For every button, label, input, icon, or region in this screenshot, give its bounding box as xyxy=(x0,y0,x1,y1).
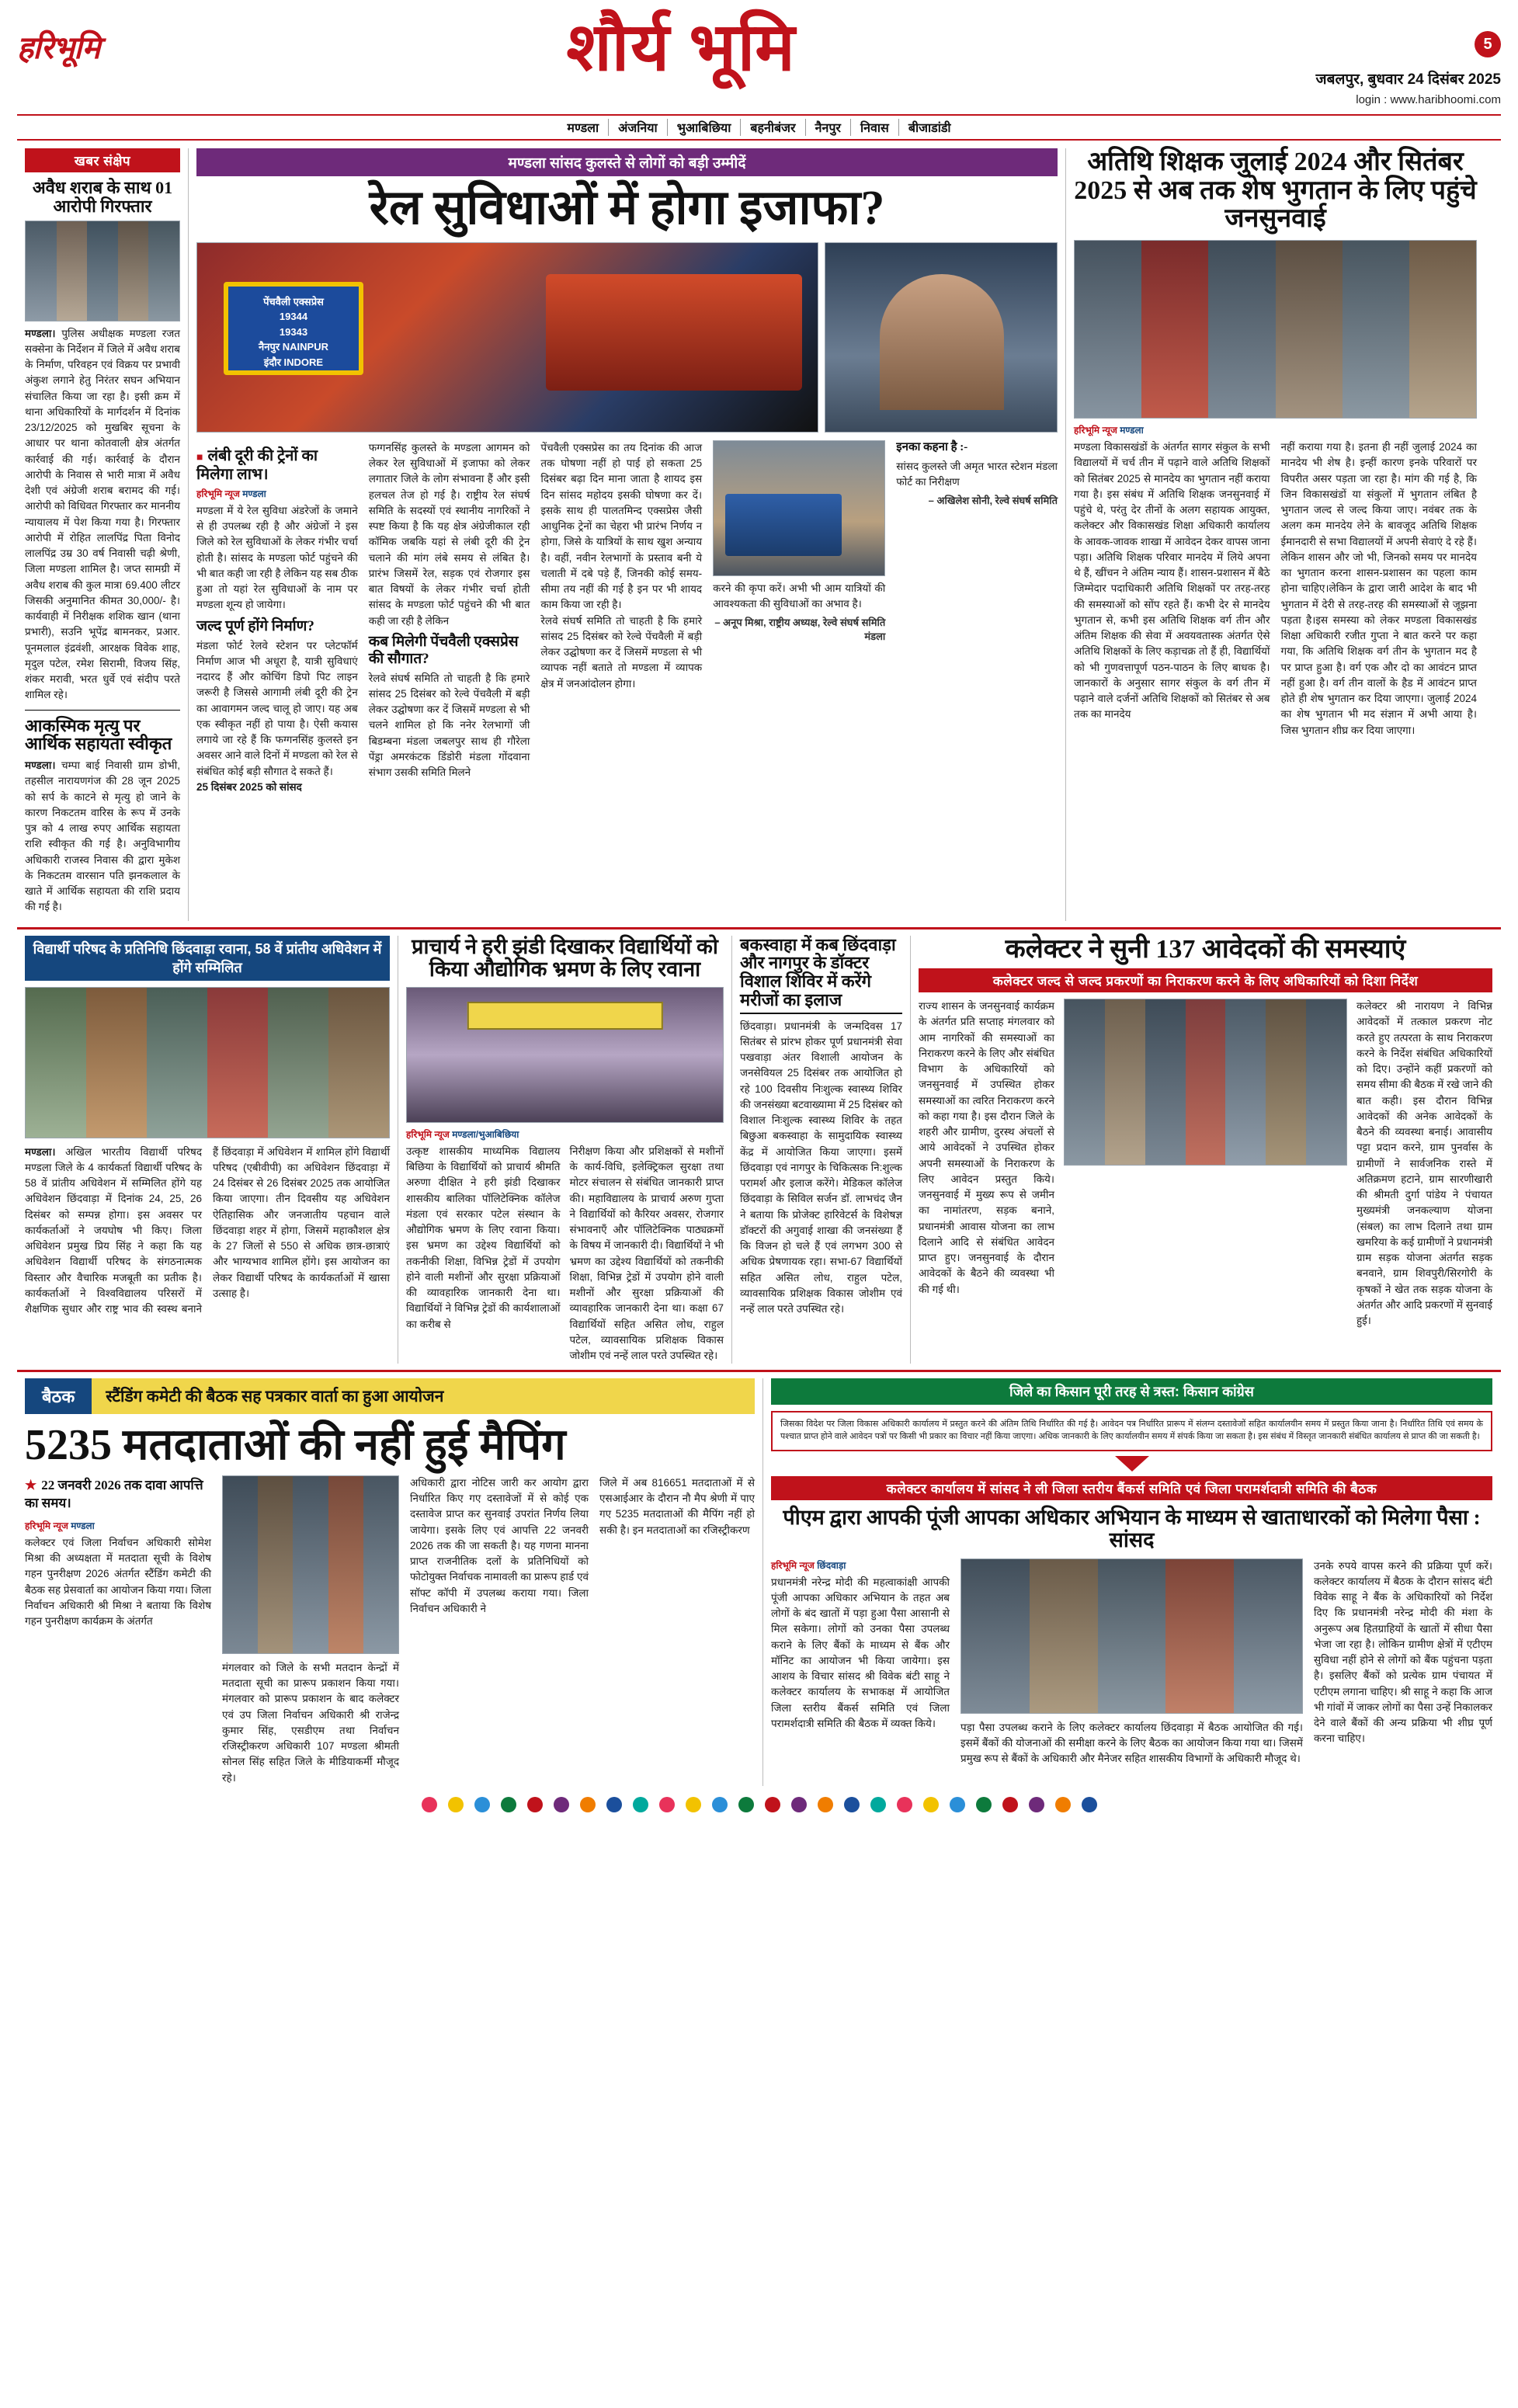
lead-quote-text-1: रेलवे संघर्ष समिति तो चाहती है कि हमारे सांसद 25 दिसंबर को रेल्वे पेंचवैली में बड़ी लेकर उद्घोषणा कर दें जिसमें मण्डला से भी व्यापक नहीं बताते तो मण्डला में व्यापक क्षेत्र में जनआंदोलन होगा। xyxy=(540,614,703,690)
brief-story-1-body xyxy=(25,326,180,704)
lead-quote-attr-2: – अखिलेश सोनी, रेल्वे संघर्ष समिति xyxy=(928,495,1058,507)
color-dot xyxy=(923,1797,939,1812)
board-line1: पेंचवैली एक्सप्रेस xyxy=(263,295,324,308)
lead-inka-text: सांसद कुलस्ते जी अमृत भारत स्टेशन मंडला फोर्ट का निरीक्षण xyxy=(896,460,1058,488)
banner-tag: बैठक xyxy=(25,1378,92,1414)
lead-para-1: मण्डला में ये रेल सुविधा अंडरेजों के जमाने से ही उपलब्ध रही है और अंग्रेजों ने इस जिले को रेल सुविधाओं के लेकर गंभीर चर्चा होती है। सांसद के मण्डला फोर्ट पहुंचने की भी बात कही जा रही है लेकिन यह सब ठीक हुआ तो यहां रेल सुविधाओं के नाम पर मण्डला शून्य हो जायेगा। xyxy=(196,504,358,611)
page-number-badge: 5 xyxy=(1475,31,1501,57)
vidyarthi-photo xyxy=(25,987,390,1138)
kisan-col-3 xyxy=(1314,1558,1492,1767)
lead-col-2 xyxy=(369,440,530,795)
mapping-col-2 xyxy=(410,1475,589,1786)
color-dot xyxy=(527,1797,543,1812)
brief-story-2-dateline: मण्डला। xyxy=(25,759,56,771)
right-byline-brand: हरिभूमि न्यूज xyxy=(1074,425,1117,436)
mapping-byline xyxy=(25,1519,95,1532)
public-notice-box xyxy=(771,1411,1492,1451)
right-para-2: नहीं कराया गया है। इतना ही नहीं जुलाई 2024 का मानदेय भी शेष है। इन्हीं कारण इनके परिवारों पर विपरीत असर पड़ता जा रहा है। मांग की गई है, कि जिन विकासखंडों या संकुलों में भुगतान लंबित है भुगतान जल्द से जल्द किया जाए। नवंबर तक के अलग कम मानदेय लेने के बावजूद अतिथि शिक्षक ईमानदारी से सभा विद्यालयों में अपनी सेवाएं दे रहे हैं। लेकिन शासन और जो भी, जिनको समय पर मानदेय का भुगतान करना शासन-प्रशासन का पहला काम होना चाहिए।लेकिन के द्वारा जारी आदेश के बाद भी भुगतान में देरी से तरह-तरह की समस्याओं से जूझना पड़ता है।इस समस्या को लेकर मण्डला विकासखंड शिक्षा अधिकारी रजीत गुप्ता ने बात करने पर कहा गया, कि अतिथि शिक्षक वर्ग तीन के भुगतान मद है पर प्राप्त हुआ है। वर्ग एक और दो का आवंटन प्राप्त नहीं हुआ है। वर्ग तीन वालों के हैड में आवंटन प्राप्त होते ही शेष भुगतान कर दिया जाएगा। जुलाई 2024 का शेष भुगतान भी मद संज्ञान में अभी आया है। जिस भुगतान शीघ्र कर दिया जाएगा। xyxy=(1280,441,1477,736)
color-dot xyxy=(633,1797,648,1812)
lead-date-note: 25 दिसंबर 2025 को सांसद xyxy=(196,780,302,793)
collector-text-right: कलेक्टर श्री नारायण ने विभिन्न आवेदकों में तत्काल प्रकरण नोट करते हुए तत्परता के साथ निराकरण करने के निर्देश संबंधित अधिकारियों को दिए। उन्होंने कहीं प्रकरणों को समय सीमा की बैठक में रखे जाने की बात कही। इस दौरान विभिन्न आवेदकों की अनेक आवेदकों के बैठने की व्यवस्था बनाई। आवासीय पट्टा प्रदान करने, ग्राम पुनर्वास के ग्रामीणों ने सार्वजनिक रास्ते में अतिक्रमण हटाने, ग्राम सारणीखारी की श्रीमती दुर्गा पांडेय ने पंचायत मुख्यमंत्री जनकल्याण योजना (संबल) का लाभ दिलाने तथा ग्राम खमरिया के कई ग्रामीणों ने प्रधानमंत्री ग्राम सड़क योजना अंतर्गत सड़क बनवाने, ग्राम शिवपुरी/सिरगोरी के कृषकों ने खेत तक सड़क योजना के अंतर्गत और आदि प्रकरणों में सुनवाई हुई। xyxy=(1356,1000,1493,1327)
vidyarthi-kicker: विद्यार्थी परिषद के प्रतिनिधि छिंदवाड़ा रवाना, 58 वें प्रांतीय अधिवेशन में होंगे सम्मिलित xyxy=(25,936,390,981)
color-dot xyxy=(950,1797,965,1812)
photo-people xyxy=(223,1476,398,1653)
mapping-col4-text: जिले में अब 816651 मतदाताओं में से एसआईआर के दौरान नौ मैप श्रेणी में पाए गए 5235 मतदाताओं की मैपिंग नहीं हो सकी है। इन मतदाताओं का रजिस्ट्रीकरण xyxy=(599,1476,755,1536)
lead-photo-row xyxy=(196,242,1058,433)
lead-byline xyxy=(196,487,266,500)
masthead-right xyxy=(1167,14,1501,106)
color-registration-bar xyxy=(17,1786,1501,1820)
color-dot xyxy=(1082,1797,1097,1812)
kisan-col3-text: उनके रुपये वापस करने की प्रक्रिया पूर्ण करें। कलेक्टर कार्यालय में बैठक के दौरान सांसद बंटी विवेक साहू ने बैंक के अधिकारियों को निर्देश दिए कि प्रधानमंत्री नरेन्द्र मोदी की मंशा के अनुरूप अब हितग्राहियों के खातों में सीधा पैसा भेजा जा रहा है। लोकिन ग्रामीण क्षेत्रों में एटीएम सुविधा नहीं होने से लोगों को बैंक पहुंचना पड़ता है। इसलिए बैंकों को प्रत्येक ग्राम पंचायत में एटीएम लगाना चाहिए। श्री साहू ने कहा कि आज भी गांवों में जाकर लोगों का पैसा उन्हें निकालकर देने वाले बैंकों की अन्य प्रक्रिया भी शीघ्र पूर्ण करना चाहिए। xyxy=(1314,1559,1492,1745)
mapping-photo xyxy=(222,1475,399,1654)
edition-title: शौर्य भूमि xyxy=(566,10,797,85)
lead-col-3 xyxy=(540,440,702,795)
lead-body-row xyxy=(196,440,1058,795)
collector-headline: कलेक्टर ने सुनी 137 आवेदकों की समस्याएं xyxy=(1005,934,1406,964)
mapping-col-4 xyxy=(599,1475,755,1786)
collector-body-row xyxy=(919,999,1492,1329)
board-from: नैनपुर NAINPUR xyxy=(259,341,328,353)
right-story-column xyxy=(1065,148,1485,921)
lead-quote-attr-1: – अनूप मिश्रा, राष्ट्रीय अध्यक्ष, रेल्वे संघर्ष समिति मंडला xyxy=(714,617,886,643)
kisan-bank-story xyxy=(762,1378,1500,1785)
right-para-1: मण्डला विकासखंडों के अंतर्गत सागर संकुल के सभी विद्यालयों में चर्च तीन में पढ़ाने वाले अतिथि शिक्षकों को सितंबर 2025 से मानदेय का भुगतान नहीं कराया गया है। इस संबंध में अतिथि शिक्षक जनसुनवाई में पहुंचे थे, परंतु देर तीनों के अलग सहायक आयुक्त, कलेक्टर और विकासखंड शिक्षा अधिकारी कार्यालय के आवक-जावक शाखा में आवेदन देकर वापस जाना पड़ा। अतिथि शिक्षक परिवार मानदेय में लिये अपना थे हैं, खींचन ने अंतिम न्याय हैं। शासन-प्रशासन में बैठे जिम्मेदार पदाधिकारी अतिथि शिक्षकों पर तरह-तरह की समस्याओं को सोंप रहते हैं। कभी देर से मानदेय भुगतान से, कभी इस अतिथि शिक्षक वर्ग तीन और अंतिम शिक्षक की सेवा में अवयवतास्क अंतर्गत ऐसे अतिथि शिक्षकों के लिए कड़ाचक्र तो हैं ही, विद्यार्थियों को भी गुणवत्तापूर्ण पठन-पाठन के लिए बाधक है। जानकारों के अनुसार सागर संकुल के वर्ग तीन में पढ़ाने वाले दर्जनों अतिथि शिक्षकों को सितंबर से अब तक का मानदेय xyxy=(1074,441,1270,721)
portrait-face xyxy=(880,274,1004,410)
right-story-photo xyxy=(1074,240,1477,419)
color-dot xyxy=(844,1797,860,1812)
brief-story-2-text: चम्पा बाई निवासी ग्राम डोभी, तहसील नारायणगंज की 28 जून 2025 को सर्प के काटने से मृत्यु हो जाने के कारण निकटतम वारिस के रूप में उनके पुत्र को 4 लाख रुपए आर्थिक सहायता राशि स्वीकृत की गई है। अनुविभागीय अधिकारी राजस्व निवास की द्वारा मुकेश के निकटतम वारसान पति झनकलाल के खाते में आर्थिक सहायता की राशि प्रदाय की गई है। xyxy=(25,759,180,913)
lead-para-3: पेंचवैली एक्सप्रेस का तय दिनांक की आज तक घोषणा नहीं हो पाई हो सकता 25 दिसंबर बढ़ा दिन माना जाता है शायद इस दिन सांसद महोदय इसकी घोषणा कर दें। इसके साथ ही पालतमिन्द एक्सप्रेस जैसी आधुनिक ट्रेनों का चेहरा भी प्रारंभ निर्णय न होगा, जिसे के यात्रियों के साथ खुश अन्याय है। वहीं, नवीन रेलभागों के प्रस्ताव बनी ये चलाती में दबे पड़े हैं, जिनकी कोई समय-सीमा तय नहीं की गई है इन पर भी शायद काम किया जा रही है। xyxy=(540,441,703,611)
train-name-board xyxy=(224,282,363,375)
pracharya-byline-brand: हरिभूमि न्यूज xyxy=(406,1128,450,1140)
right-byline xyxy=(1074,423,1144,436)
collector-text-left: राज्य शासन के जनसुनवाई कार्यक्रम के अंतर्गत प्रति सप्ताह मंगलवार को आम नागरिकों की समस्याओं का निराकरण करने के लिए और संबंधित विभाग के अधिकारियों को जनसुनवाई में उपस्थित होकर समस्याओं का त्वरित निराकरण करने को कहा गया है। इस दौरान जिले के शहरी और ग्रामीण, दुरस्थ अंचलों से आये आवेदकों ने उपस्थित होकर अपनी समस्याओं के निराकरण के लिए आवेदन प्रस्तुत किये। जनसुनवाई में मुख्य रूप से जमीन का नामांतरण, सड़क बनाने, प्रधानमंत्री आवास योजना का लाभ दिलाने आदि से संबंधित आवेदन प्राप्त हुए। जनसुनवाई के दौरान आवेदकों के बैठने की व्यवस्था भी की गई थी। xyxy=(919,1000,1054,1295)
color-dot xyxy=(501,1797,516,1812)
color-dot xyxy=(897,1797,912,1812)
mapping-photo-col xyxy=(222,1475,399,1786)
lead-para-2: फग्गनसिंह कुलस्ते के मण्डला आगमन को लेकर रेल सुविधाओं में इजाफा को लेकर लगातार जिले के लोग संभावना हैं और इसी हलचल तेज हो गई है। राष्ट्रीय रेल संघर्ष समिति के सदस्यों एवं स्थानीय नागरिकों ने स्पष्ट किया है कि यह क्षेत्र अंग्रेजीकाल रही कॉमिक जबकि यहां से लंबी दूरी की ट्रेन चलाने की मांग लंबे समय से लंबित है। प्रारंभ जिसमें रेल, सड़क एवं रोजगार इस बात विषयों के लेकर गंभीर चर्चा होती सांसद के मण्डला फोर्ट पहुंचने की भी बात कही जा रही है लेकिन xyxy=(368,441,530,627)
pracharya-kicker: प्राचार्य ने हरी झंडी दिखाकर विद्यार्थियों को किया औद्योगिक भ्रमण के लिए रवाना xyxy=(412,934,718,981)
lead-para-jald: मंडला फोर्ट रेलवे स्टेशन पर प्लेटफॉर्म निर्माण आज भी अधूरा है, यात्री सुविधाएं नदारद हैं और कोचिंग डिपो पिट लाइन जरूरी है जिससे आगामी लंबी दूरी की ट्रेन का आवागमन जल्द चालू हो जाए। यह अब एक स्वीकृत नहीं हो पाया है। ऐसी कयास लगाये जा रहे हैं कि फग्गनसिंह कुलस्ते इन अवसर आने वाले दिनों में मण्डला को रेल से संबंधित कोई बड़ी सौगात दे सकते हैं। xyxy=(196,639,358,777)
bankers-meeting-photo xyxy=(960,1558,1303,1714)
row-1 xyxy=(17,148,1501,921)
photo-people xyxy=(961,1559,1302,1713)
kisan-photo-col xyxy=(960,1558,1303,1767)
pracharya-byline xyxy=(406,1128,519,1141)
lead-station-photo xyxy=(713,440,885,576)
color-dot xyxy=(818,1797,833,1812)
mapping-col-1 xyxy=(25,1475,211,1786)
board-num2: 19343 xyxy=(279,325,308,338)
lead-headline: रेल सुविधाओं में होगा इजाफा? xyxy=(369,182,885,235)
brief-story-1-photo xyxy=(25,221,180,321)
brief-story-2-headline: आकस्मिक मृत्यु पर आर्थिक सहायता स्वीकृत xyxy=(25,715,172,754)
color-dot xyxy=(791,1797,807,1812)
color-dot xyxy=(1029,1797,1044,1812)
color-dot xyxy=(1055,1797,1071,1812)
publication-logo: हरिभूमि xyxy=(17,30,100,65)
lead-story xyxy=(188,148,1065,921)
lead-col-1 xyxy=(196,440,358,795)
color-dot xyxy=(554,1797,569,1812)
photo-people xyxy=(1065,999,1346,1165)
color-dot xyxy=(474,1797,490,1812)
banner-text: स्टैंडिंग कमेटी की बैठक सह पत्रकार वार्ता का हुआ आयोजन xyxy=(92,1378,755,1414)
bakswaha-kicker: बकस्वाहा में कब छिंदवाड़ा और नागपुर के डॉक्टर विशाल शिविर में करेंगे मरीजों का इलाज xyxy=(740,934,896,1009)
masthead xyxy=(17,10,1501,111)
color-dot xyxy=(448,1797,464,1812)
edition-strip xyxy=(17,114,1501,141)
edition-item-0[interactable]: मण्डला xyxy=(558,119,609,136)
color-dot xyxy=(686,1797,701,1812)
color-dot xyxy=(738,1797,754,1812)
lead-col-4 xyxy=(713,440,885,795)
lead-train-photo xyxy=(196,242,818,433)
event-banner xyxy=(467,1002,662,1030)
pracharya-photo xyxy=(406,987,724,1123)
website-login[interactable]: login : www.haribhoomi.com xyxy=(1356,93,1501,106)
lead-mp-portrait xyxy=(825,242,1058,433)
edition-item-3[interactable]: बहनीबंजर xyxy=(741,119,805,136)
mapping-story xyxy=(17,1378,762,1785)
story-pracharya xyxy=(398,936,731,1364)
kisan-green-head: जिले का किसान पूरी तरह से त्रस्त: किसान कांग्रेस xyxy=(771,1378,1492,1405)
lead-col-5 xyxy=(896,440,1058,795)
board-to: इंदौर INDORE xyxy=(263,356,324,368)
masthead-left xyxy=(17,14,196,68)
right-body-row xyxy=(1074,440,1477,738)
collector-photo xyxy=(1064,999,1347,1166)
brief-story-1-text: पुलिस अधीक्षक मण्डला रजत सक्सेना के निर्देशन में जिले में अवैध शराब के निर्माण, परिवहन एवं विक्रय पर प्रभावी अंकुश लगाने हेतु निरंतर सघन अभियान संचालित किया जा रहा है। इसी क्रम में थाना अधिकारियों के मार्गदर्शन में दिनांक 23/12/2025 को मुखबिर सूचना के आधार पर थाना कोतवाली क्षेत्र अंतर्गत कार्रवाई की गई। कार्रवाई के दौरान आरोपी के निवास से भारी मात्रा में अवैध देशी एवं अंग्रेजी शराब बरामद की गई। आरोपी को विधिवत गिरफ्तार कर माननीय न्यायालय में पेश किया गया है। गिरफ्तार आरोपी में रोहित लालपिंद्र पिता विनोद लालपिंद्र उम्र 30 वर्ष निवासी चढ़ी श्रेणी, जिला मण्डला शामिल है। जप्त सामग्री में अवैध शराब की कुल मात्रा 69.400 लीटर जिसकी अनुमानित कीमत 30,000/- है। कार्यवाही में निरीक्षक शशिक खान (थाना प्रभारी), सउनि भूपेंद्र बामनकर, प्रआर. पूनमलाल इंद्रवंशी, आरक्षक विवेक शाह, मृदुल पटेल, रमेश सिरामी, विजय सिंह, शंकर मरावी, भरत धुर्वे एवं संदीप परते शामिल रहे। xyxy=(25,327,180,701)
board-num1: 19344 xyxy=(279,311,308,323)
edition-item-1[interactable]: अंजनिया xyxy=(609,119,668,136)
brief-story-2-body xyxy=(25,758,180,916)
color-dot xyxy=(422,1797,437,1812)
vidyarthi-dateline: मण्डला। xyxy=(25,1145,56,1158)
mapping-star-note: ★ 22 जनवरी 2026 तक दावा आपत्ति का समय। xyxy=(25,1475,211,1511)
right-byline-loc: मण्डला xyxy=(1120,425,1144,436)
station-loco xyxy=(725,494,842,556)
edition-item-6[interactable]: बीजाडांडी xyxy=(908,122,951,135)
kisan-byline-brand: हरिभूमि न्यूज xyxy=(771,1559,815,1571)
lead-byline-brand: हरिभूमि न्यूज xyxy=(196,488,240,499)
color-dot xyxy=(1002,1797,1018,1812)
brief-kicker: खबर संक्षेप xyxy=(25,148,180,172)
kisan-col-1 xyxy=(771,1558,950,1767)
kisan-body-row xyxy=(771,1558,1492,1767)
color-dot xyxy=(606,1797,622,1812)
edition-item-2[interactable]: भुआबिछिया xyxy=(668,119,742,136)
pm-scheme-headline: पीएम द्वारा आपकी पूंजी आपका अधिकार अभियान के माध्यम से खाताधारकों को मिलेगा पैसा : सांसद xyxy=(783,1506,1481,1552)
photo-people xyxy=(1075,241,1476,418)
story-collector xyxy=(910,936,1500,1364)
brief-story-1-headline: अवैध शराब के साथ 01 आरोपी गिरफ्तार xyxy=(32,178,173,216)
mapping-col2-text: अधिकारी द्वारा नोटिस जारी कर आयोग द्वारा निर्धारित किए गए दस्तावेजों में से कोई एक दस्तावेज प्राप्त कर सुनवाई उपरांत निर्णय लिया जायेगा। इसके लिए एवं आपत्ति 22 जनवरी 2026 तक की जा सकती है। यह गणना मानना प्राप्त राजनीतिक दलों के प्रतिनिधियों को फोटोयुक्त निर्वाचक नामावली का प्रारूप हार्ड एवं सॉफ्ट कॉपी में उपलब्ध कराया गया। जिला निर्वाचन अधिकारी ने xyxy=(410,1476,589,1614)
pracharya-text-left: उत्कृष्ट शासकीय माध्यमिक विद्यालय बिछिया के विद्यार्थियों को प्राचार्य श्रीमति अरुणा दीक्षित ने हरी झंडी दिखाकर शासकीय बालिका पॉलिटेक्निक कॉलेज मंडला एवं सरकार पटेल संस्थान के औद्योगिक भ्रमण के लिए रवाना किया। इस भ्रमण का उद्देश्य विद्यार्थियों को तकनीकी शिक्षा, विभिन्न ट्रेडों में उपयोग होने वाली मशीनों और सुरक्षा प्रक्रियाओं की व्यावहारिक जानकारी देना था। विद्यार्थियों ने विभिन्न ट्रेडों की कार्यशालाओं का करीब से xyxy=(406,1145,561,1330)
train-engine xyxy=(546,274,802,391)
left-brief-column xyxy=(17,148,188,921)
masthead-center xyxy=(196,10,1167,85)
color-dot xyxy=(976,1797,992,1812)
mapping-col1-text: कलेक्टर एवं जिला निर्वाचन अधिकारी सोमेश मिश्रा की अध्यक्षता में मतदाता सूची के विशेष गहन पुनरीक्षण 2026 अंतर्गत स्टैंडिंग कमेटी की बैठक सह प्रेसवार्ता का आयोजन किया गया। जिला निर्वाचन अधिकारी श्री मिश्रा ने बताया कि विशेष गहन पुनरीक्षण कार्यक्रम के अंतर्गत xyxy=(25,1536,211,1628)
lead-subhead-kab: कब मिलेगी पेंचवैली एक्सप्रेस की सौगात? xyxy=(368,633,519,667)
mapping-body-row xyxy=(25,1475,755,1786)
lead-para-kab: रेलवे संघर्ष समिति तो चाहती है कि हमारे सांसद 25 दिसंबर को रेल्वे पेंचवैली में बड़ी लेकर उद्घोषणा कर दें जिसमें मण्डला से भी चलने शामिल हो कि ननेर रेलभागों जी बिडम्बना मंडला जबलपुर साथ ही गौरेला पेंड्रा अमरकंटक डिंडोरी मंडला गोंदवाना संभाग उसकी समिति मिलने xyxy=(368,672,530,779)
bankers-meeting-banner: कलेक्टर कार्यालय में सांसद ने ली जिला स्तरीय बैंकर्स समिति एवं जिला परामर्शदात्री समिति की बैठक xyxy=(771,1476,1492,1500)
right-headline: अतिथि शिक्षक जुलाई 2024 और सितंबर 2025 से अब तक शेष भुगतान के लिए पहुंचे जनसुनवाई xyxy=(1074,148,1477,234)
lead-subhead-jald: जल्द पूर्ण होंगे निर्माण? xyxy=(196,617,314,634)
lead-side-head: ■ लंबी दूरी की ट्रेनों का मिलेगा लाभ। xyxy=(196,447,358,484)
standing-committee-banner xyxy=(25,1378,755,1414)
color-dot xyxy=(712,1797,728,1812)
brief-story-1-dateline: मण्डला। xyxy=(25,327,56,339)
pracharya-body-row xyxy=(406,1144,724,1364)
color-dot xyxy=(580,1797,596,1812)
edition-item-4[interactable]: नैनपुर xyxy=(806,119,851,136)
lead-inka-kahna-label: इनका कहना है :- xyxy=(896,440,968,453)
kisan-col2-text: पड़ा पैसा उपलब्ध कराने के लिए कलेक्टर कार्यालय छिंदवाड़ा में बैठक आयोजित की गई। इसमें बैंकों की योजनाओं की समीक्षा करने के लिए बैठक का आयोजन किया गया था। जिसमें प्रमुख रूप से बैंकों के अधिकारी और मैनेजर सहित शासकीय विभागों के अधिकारी मौजूद थे। xyxy=(960,1721,1303,1764)
bakswaha-text: छिंदवाड़ा। प्रधानमंत्री के जन्मदिवस 17 सितंबर से प्रांरभ होकर पूर्ण प्रधानमंत्री सेवा पखवाड़ा अंतर विशाली आयोजन के जनसेवियल 25 दिसंबर तक आयोजित हो रहे 100 दिवसीय निःशुल्क स्वास्थ्य शिविर की जनसंख्या बटवाख्यामा में 25 दिसंबर को विशाल निःशुल्क स्वास्थ्य शिविर के तहत बिछुआ बकस्वाहा के सामुदायिक स्वास्थ्य केंद्र में आयोजित किया जाएगा। इसमें छिंदवाड़ा एवं नागपुर के चिकित्सक नि:शुल्क परामर्श और इलाज करेंगे। मेडिकल कॉलेज छिंदवाड़ा के सिविल सर्जन डॉ. लाभचंद जैन ने बताया कि प्रोजेक्ट हारिवेटर्स के विशेषज्ञ डॉक्टरों की अगुवाई शाखा की जनसंख्या हैं कि विजन हो चले हैं एवं लगभग 300 से अधिक प्रेषणायक रहा। सभा-67 विद्यार्थियों सहित असित लोध, राहुल पटेल, व्यावसायिक प्रशिक्षक विकास जोशीम एवं नन्हें लाल परते उपस्थित रहे। xyxy=(740,1020,902,1315)
down-arrow-icon xyxy=(1115,1456,1149,1472)
row-2 xyxy=(17,936,1501,1364)
lead-byline-loc: मण्डला xyxy=(242,488,266,499)
kisan-byline xyxy=(771,1558,846,1572)
photo-people xyxy=(26,221,179,321)
mapping-headline: 5235 मतदाताओं की नहीं हुई मैपिंग xyxy=(25,1421,566,1470)
vidyarthi-body xyxy=(25,1145,390,1318)
color-dot xyxy=(765,1797,780,1812)
lead-kicker: मण्डला सांसद कुलस्ते से लोगों को बड़ी उम्मीदें xyxy=(196,148,1058,176)
kisan-col1-text: प्रधानमंत्री नरेन्द्र मोदी की महत्वाकांक्षी आपकी पूंजी आपका अधिकार अभियान के तहत अब लोगों के बंद खातों में पड़ा हुआ पैसा आसानी से मिल सकेगा। लोगों को उनका पैसा उपलब्ध कराने के लिए बैंकों के माध्यम से बैंक और मॉनिट का आयोजन भी किया जायेगा। इस आशय के विचार सांसद श्री विवेक बंटी साहू ने कलेक्टर कार्यालय के सभाकक्ष में आयोजित जिला स्तरीय बैंकर्स समिति एवं जिला परामर्शदात्री समिति की बैठक में व्यक्त किये। xyxy=(771,1576,950,1729)
mapping-byline-brand: हरिभूमि न्यूज xyxy=(25,1520,68,1531)
photo-people xyxy=(26,988,389,1138)
story-vidyarthi xyxy=(17,936,398,1364)
pracharya-text-right: निरीक्षण किया और प्रशिक्षकों से मशीनों के कार्य-विधि, इलेक्ट्रिकल सुरक्षा तथा मोटर संचालन से संबंधित जानकारी प्राप्त की। महाविद्यालय के प्राचार्य अरुण गुप्ता ने विद्यार्थियों को कैरियर अवसर, रोजगार संभावनाएँ और पॉलिटेक्निक पाठ्यक्रमों के विषय में जानकारी दी। विद्यार्थियों ने भी भ्रमण का उद्देश्य विद्यार्थियों को तकनीकी शिक्षा, विभिन्न ट्रेडों में उपयोग होने वाली मशीनों और सुरक्षा प्रक्रियाओं की व्यावहारिक जानकारी देना था। कक्षा 67 विद्यार्थियों सहित असित लोध, राहुल पटेल, व्यावसायिक प्रशिक्षक विकास जोशीम एवं नन्हें लाल परते उपस्थित रहे। xyxy=(569,1145,724,1362)
pracharya-byline-loc: मण्डला/भुआबिछिया xyxy=(452,1128,519,1140)
mapping-byline-loc: मण्डला xyxy=(71,1520,95,1531)
dateline: जबलपुर, बुधवार 24 दिसंबर 2025 xyxy=(1315,71,1501,88)
notice-text: जिसका विदेश पर जिला विकास अधिकारी कार्यालय में प्रस्तुत करने की अंतिम तिथि निर्धारित की गई है। आवेदन पत्र निर्धारित प्रारूप में संलग्न दस्तावेजों सहित कार्यालयीन समय में प्रस्तुत किया जाना है। निर्धारित तिथि एवं समय के पश्चात प्राप्त होने वाले आवेदन पत्रों पर किसी भी प्रकार का विचार नहीं किया जाएगा। अधिक जानकारी के लिए कार्यालयीन समय में संपर्क किया जा सकता है। इस संबंध में विस्तृत जानकारी संबंधित कार्यालय से प्राप्त की जा सकती है। xyxy=(780,1419,1483,1442)
color-dot xyxy=(659,1797,675,1812)
collector-kicker: कलेक्टर जल्द से जल्द प्रकरणों का निराकरण करने के लिए अधिकारियों को दिशा निर्देश xyxy=(919,968,1492,992)
lead-para-4: करने की कृपा करें। अभी भी आम यात्रियों की आवश्यकता की सुविधाओं का अभाव है। xyxy=(713,582,886,610)
collector-photo-wrap xyxy=(1064,999,1347,1329)
kisan-byline-loc: छिंदवाड़ा xyxy=(817,1559,846,1571)
color-dot xyxy=(870,1797,886,1812)
story-bakswaha xyxy=(731,936,910,1364)
mapping-col3-text: मंगलवार को जिले के सभी मतदान केन्द्रों में मतदाता सूची का प्रारूप प्रकाशन किया गया। मंगलवार को प्रारूप प्रकाशन के बाद कलेक्टर एवं उप जिला निर्वाचन अधिकारी श्री राजेन्द्र कुमार सिंह, एसडीएम तथा निर्वाचन रजिस्ट्रीकरण अधिकारी 107 मण्डला श्रीमती सोनल सिंह सहित जिले के मीडियाकर्मी मौजूद रहे। xyxy=(222,1661,399,1784)
row-3 xyxy=(17,1378,1501,1785)
vidyarthi-text: अखिल भारतीय विद्यार्थी परिषद मण्डला जिले के 4 कार्यकर्ता विद्यार्थी परिषद के 58 वें प्रांतीय अधिवेशन में सम्मिलित होंगे यह अधिवेशन छिंदवाड़ा में दिनांक 24, 25, 26 दिसंबर को सम्पन्न होगा। इस अवसर पर कार्यकर्ताओं ने जयघोष भी किए। जिला अधिवेशन प्रमुख प्रिय सिंह ने कहा कि यह अधिवेशन विद्यार्थी परिषद के संगठनात्मक विस्तार और वैचारिक मजबूती का प्रतीक है। कार्यकर्ताओं ने विश्वविद्यालय परिसरों में शैक्षणिक सुधार और राष्ट्र भाव की स्वस्थ बनाने हैं छिंदवाड़ा में अधिवेशन में शामिल होंगे विद्यार्थी परिषद (एबीवीपी) का अधिवेशन छिंदवाड़ा में 24 दिसंबर से 26 दिसंबर 2025 तक आयोजित किया जाएगा। तीन दिवसीय यह अधिवेशन ऐतिहासिक और जनजातीय पहचान वाले छिंदवाड़ा शहर में होगा, जिसमें महाकौशल क्षेत्र के 27 जिलों से 550 से अधिक छात्र-छात्राएं और भाग्यभाव शामिल होंगे। इस आयोजन का लेकर विद्यार्थी परिषद के कार्यकर्ताओं में खासा उत्साह है। xyxy=(25,1145,390,1315)
edition-item-5[interactable]: निवास xyxy=(851,119,899,136)
